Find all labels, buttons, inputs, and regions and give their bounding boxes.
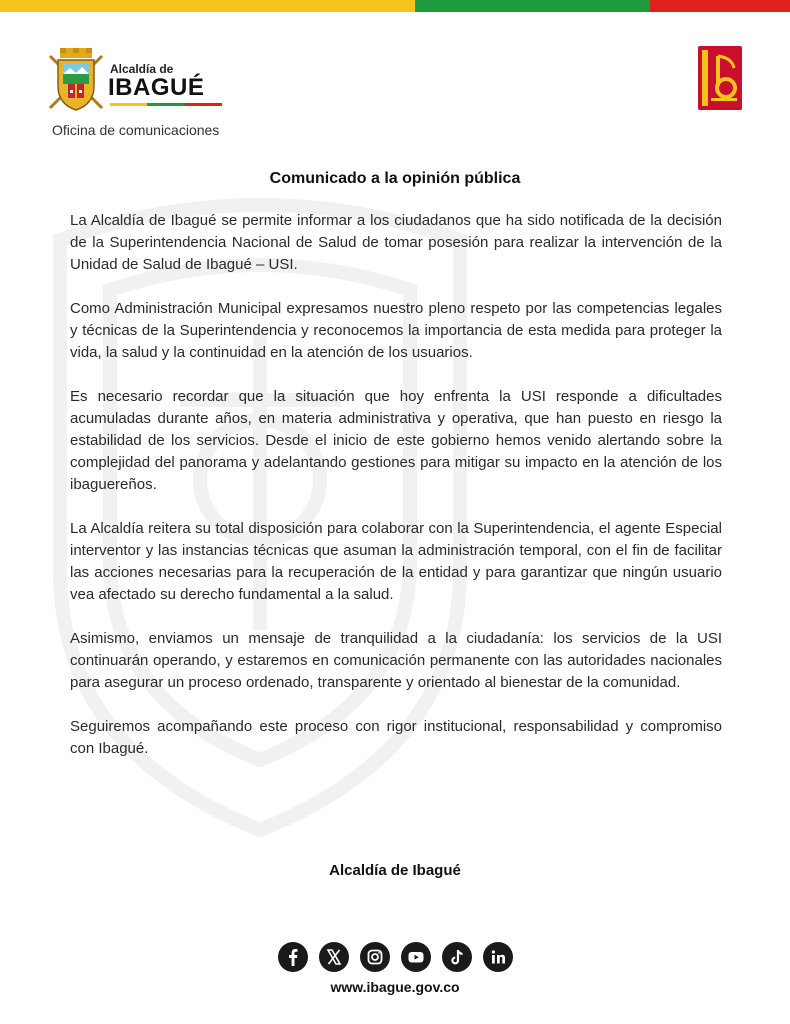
- top-color-bar: [0, 0, 790, 12]
- brand-tricolor-line: [110, 103, 222, 106]
- signature: Alcaldía de Ibagué: [329, 862, 461, 879]
- ibague-crest-icon: [46, 46, 106, 114]
- tricolor-yellow: [110, 103, 147, 106]
- paragraph-6: Seguiremos acompañando este proceso con rigor institucional, responsabilidad y compromiso con Ibagué.: [70, 718, 722, 757]
- top-bar-green: [415, 0, 650, 12]
- tricolor-green: [147, 103, 184, 106]
- brand-small-text: Alcaldía de: [110, 62, 174, 76]
- linkedin-icon[interactable]: [483, 942, 513, 972]
- instagram-icon[interactable]: [360, 942, 390, 972]
- x-icon[interactable]: [319, 942, 349, 972]
- paragraph-3: Es necesario recordar que la situación que hoy enfrenta la USI responde a dificultades acumuladas durante años, en materia administrativa y operativa, que han puesto en riesgo la estabilidad de los servicios. Desde el inicio de este gobierno hemos venido alertando sobre la complejidad del panorama y adelantando gestiones para mitigar su impacto en la atención de los ibaguereños.: [70, 388, 722, 493]
- paragraph-2: Como Administración Municipal expresamos nuestro pleno respeto por las competencias legales y técnicas de la Superintendencia y reconocemos la importancia de esta medida para proteger la vida, la salud y la continuidad en la atención de los usuarios.: [70, 300, 722, 361]
- office-name: Oficina de comunicaciones: [52, 122, 220, 138]
- document-body: [70, 210, 722, 782]
- social-links: [0, 942, 790, 972]
- top-bar-yellow: [0, 0, 415, 12]
- youtube-icon[interactable]: [401, 942, 431, 972]
- top-bar-red: [650, 0, 790, 12]
- paragraph-5: Asimismo, enviamos un mensaje de tranquilidad a la ciudadanía: los servicios de la USI continuarán operando, y estaremos en comunicación permanente con las autoridades nacionales para asegurar un proceso ordenado, transparente y orientado al bienestar de la comunidad.: [70, 630, 722, 691]
- facebook-icon[interactable]: [278, 942, 308, 972]
- brand-name: IBAGUÉ: [108, 74, 205, 101]
- musical-capital-logo-icon: [698, 46, 742, 110]
- website-link[interactable]: www.ibague.gov.co: [330, 979, 460, 995]
- document-title: Comunicado a la opinión pública: [269, 170, 521, 187]
- tiktok-icon[interactable]: [442, 942, 472, 972]
- tricolor-red: [185, 103, 222, 106]
- paragraph-4: La Alcaldía reitera su total disposición para colaborar con la Superintendencia, el agente Especial interventor y las instancias técnicas que asuman la administración temporal, con el fin de facilitar las acciones necesarias para la recuperación de la entidad y para garantizar que ningún usuario vea afectado su derecho fundamental a la salud.: [70, 520, 722, 603]
- paragraph-1: La Alcaldía de Ibagué se permite informar a los ciudadanos que ha sido notificada de la decisión de la Superintendencia Nacional de Salud de tomar posesión para realizar la intervención de la Unidad de Salud de Ibagué – USI.: [70, 212, 722, 273]
